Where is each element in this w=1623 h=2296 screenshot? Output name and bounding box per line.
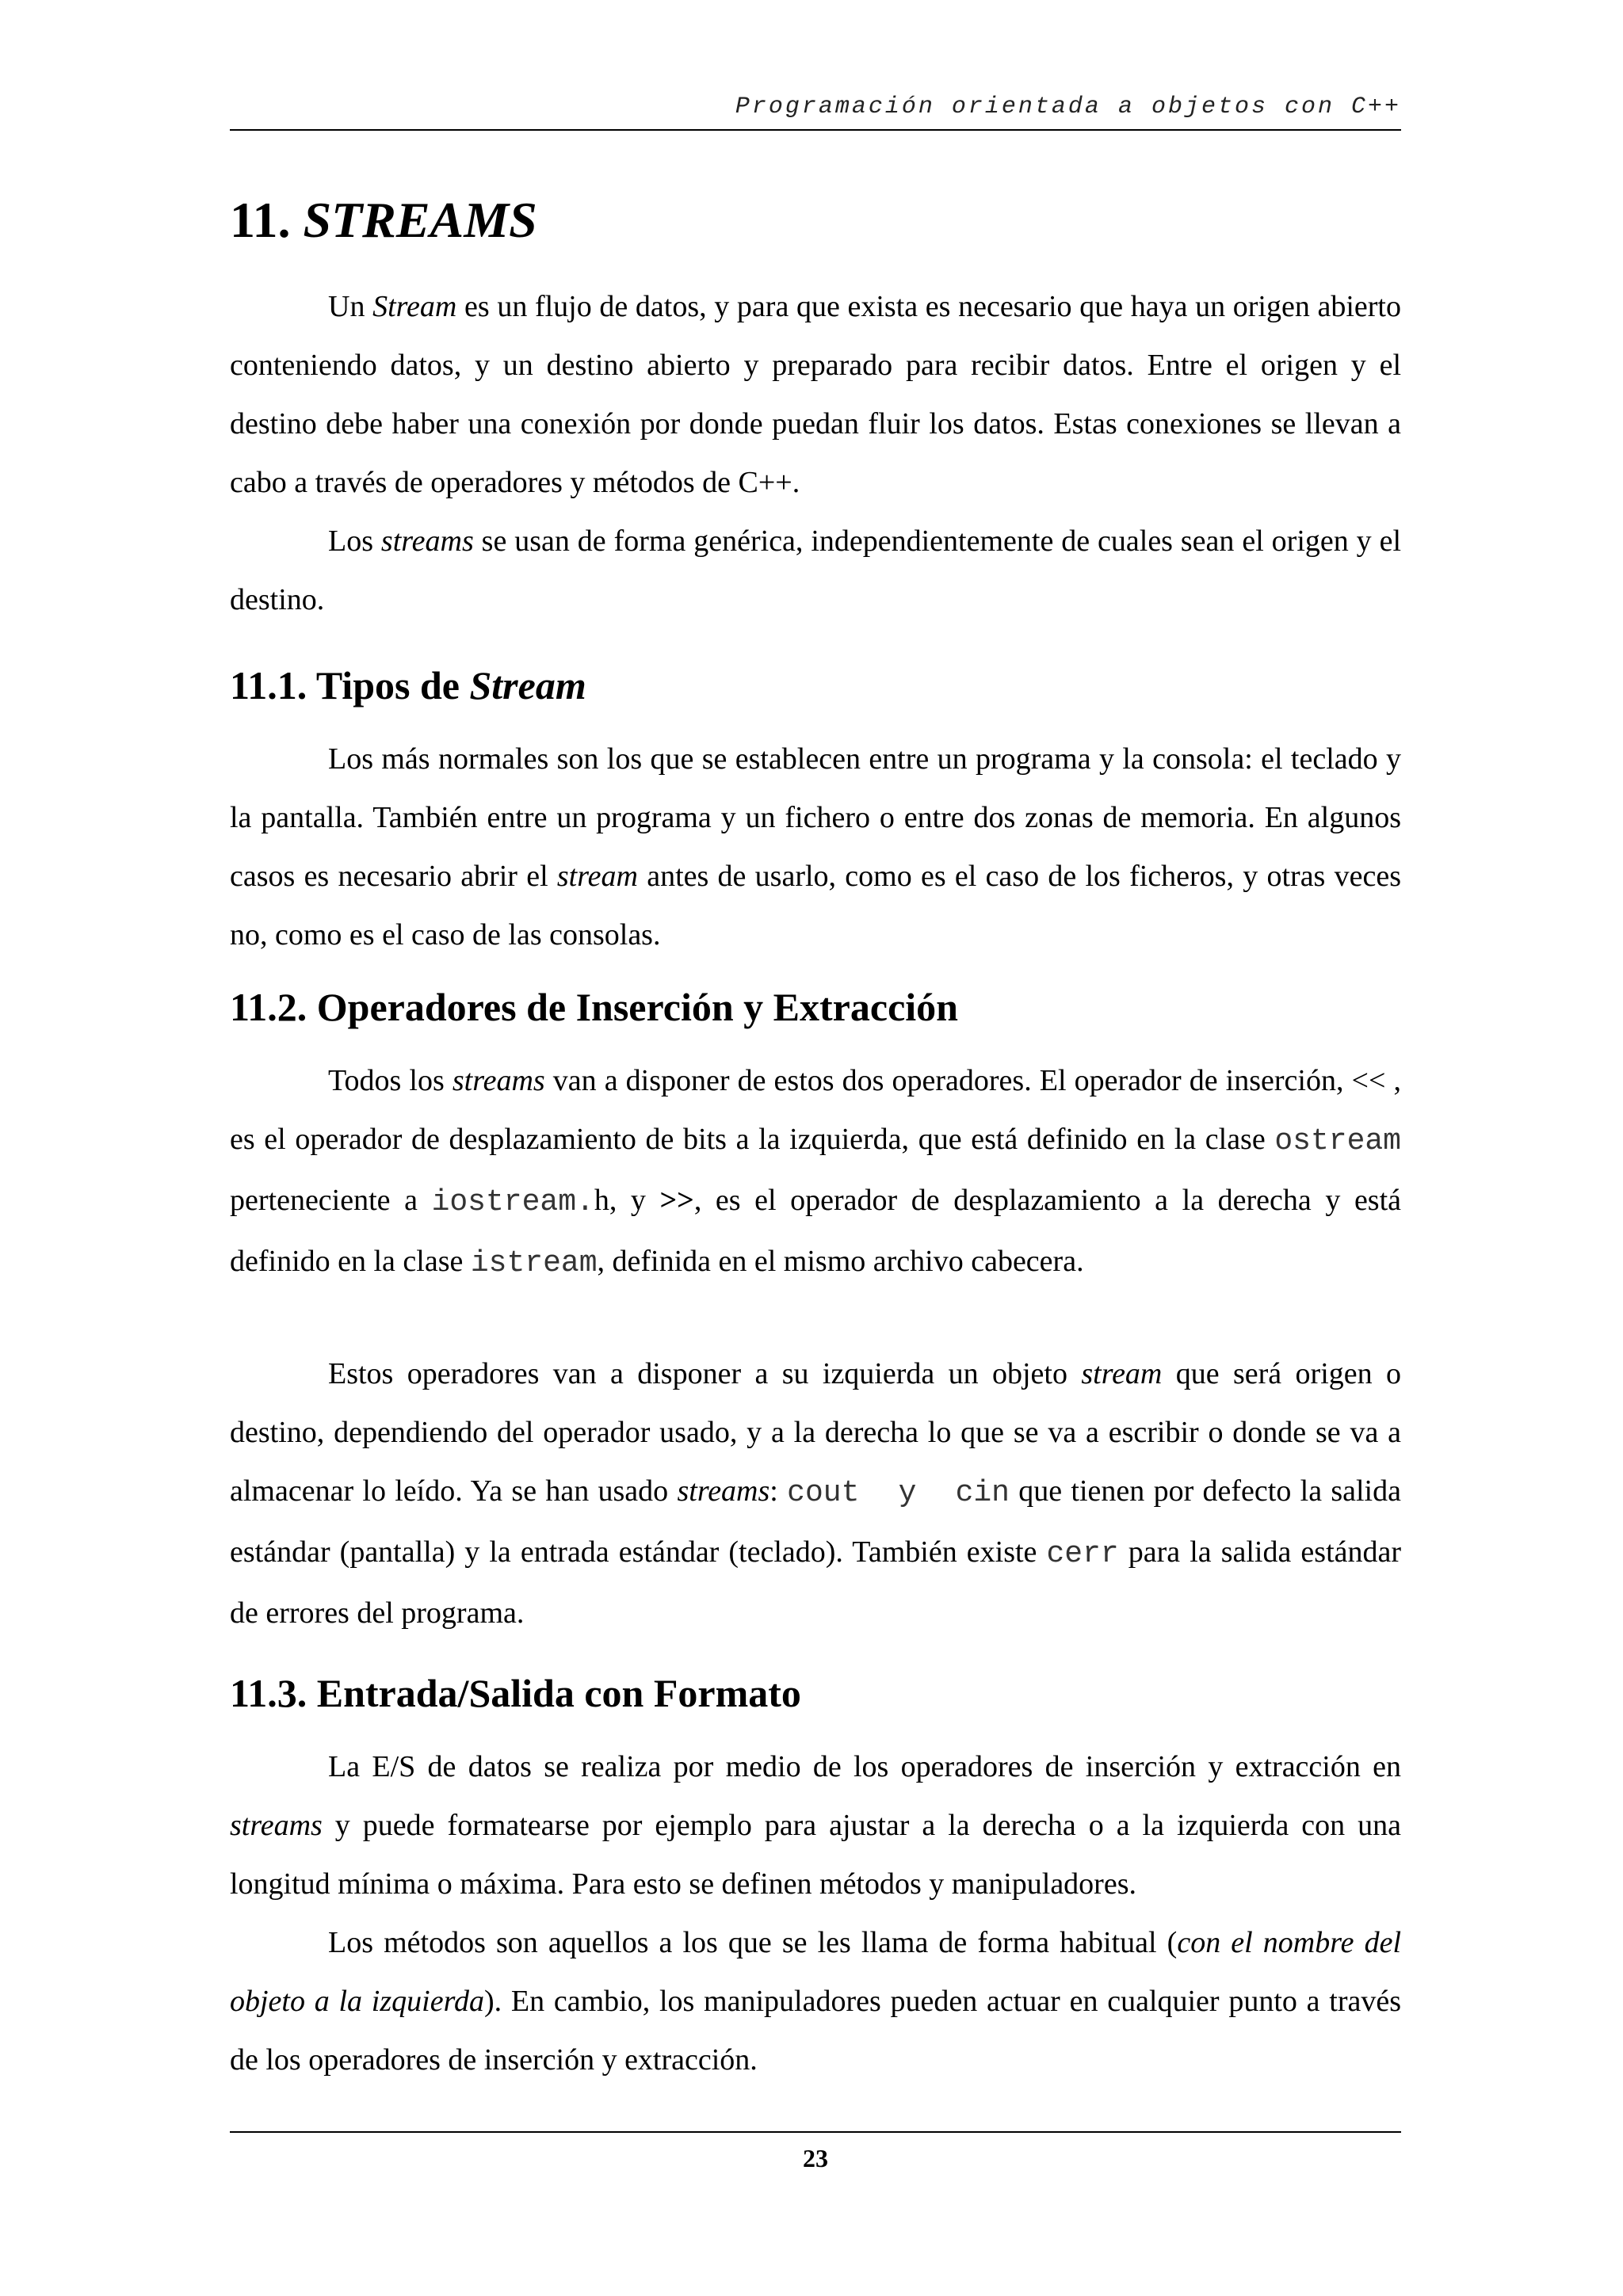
code-term: ostream (1274, 1124, 1401, 1158)
section-2-paragraph-2 (230, 1344, 1401, 1642)
text-run: que tienen por defecto la salida estándar (pantalla) y la entrada estándar (teclado). También existe (230, 1474, 1401, 1569)
text-run: se usan de forma genérica, independientemente de cuales sean el origen y el destino. (230, 524, 1402, 616)
code-term: iostream. (431, 1185, 594, 1219)
text-run: que será origen o destino, dependiendo del operador usado, y a la derecha lo que se va a escribir o donde se va a almacenar lo leído. Ya se han usado (230, 1357, 1401, 1508)
section-title-11-1 (230, 663, 586, 707)
code-term: cout y cin (787, 1476, 1010, 1510)
italic-term: stream (556, 860, 638, 893)
document-page (230, 0, 1401, 2296)
text-run: antes de usarlo, como es el caso de los ficheros, y otras veces no, como es el caso de las consolas. (230, 860, 1401, 952)
text-run: Los métodos son aquellos a los que se les llama de forma habitual ( (328, 1926, 1178, 1959)
italic-term: streams (230, 1809, 323, 1842)
text-run: y puede formatearse por ejemplo para ajustar a la derecha o a la izquierda con una longitud mínima o máxima. Para esto se definen métodos y manipuladores. (230, 1809, 1401, 1901)
section-number: 11.1. (230, 663, 307, 707)
text-run: perteneciente a (230, 1184, 432, 1217)
section-number: 11.3. (230, 1671, 307, 1715)
section-title-text: Entrada/Salida con Formato (316, 1671, 801, 1715)
bold-operator: >> (659, 1184, 694, 1217)
chapter-title-text: STREAMS (303, 192, 537, 248)
section-title-text: Operadores de Inserción y Extracción (316, 985, 958, 1029)
italic-term: stream (1081, 1357, 1163, 1390)
italic-term: streams (380, 524, 474, 558)
text-run: es un flujo de datos, y para que exista es necesario que haya un origen abierto conteniendo datos, y un destino abierto y preparado para recibir datos. Entre el origen y el destino debe haber una conexión por donde puedan fluir los datos. Estas conexiones se llevan a cabo a través de operadores y métodos de C++. (230, 290, 1401, 499)
section-3-paragraph-1 (230, 1737, 1401, 1913)
italic-term: streams (677, 1474, 770, 1508)
italic-term: Stream (372, 290, 457, 323)
italic-term: con el nombre del objeto a la izquierda (230, 1926, 1402, 2018)
chapter-number: 11. (230, 192, 291, 248)
running-header: Programación orientada a objetos con C++ (735, 93, 1401, 120)
section-title-11-2 (230, 987, 958, 1027)
text-run: para la salida estándar de errores del programa. (230, 1535, 1402, 1630)
section-3-paragraph-2 (230, 1913, 1401, 2089)
section-2-paragraph-1 (230, 1051, 1401, 1293)
text-run: La E/S de datos se realiza por medio de los operadores de inserción y extracción en (328, 1750, 1401, 1783)
code-term: istream (470, 1246, 598, 1280)
footer-rule (230, 2131, 1401, 2133)
text-run: , definida en el mismo archivo cabecera. (597, 1245, 1084, 1278)
text-run: : (769, 1474, 788, 1508)
text-run: ). En cambio, los manipuladores pueden actuar en cualquier punto a través de los operadores de inserción y extracción. (230, 1985, 1401, 2077)
text-run: Los más normales son los que se establecen entre un programa y la consola: el teclado y la pantalla. También entre un programa y un fichero o entre dos zonas de memoria. En algunos casos es necesario abrir el (230, 742, 1401, 893)
text-run: h, y (594, 1184, 660, 1217)
section-title-text: Tipos de (315, 663, 470, 707)
text-run: Todos los (328, 1064, 453, 1097)
text-run: Estos operadores van a disponer a su izquierda un objeto (328, 1357, 1082, 1390)
italic-term: streams (452, 1064, 545, 1097)
code-term: cerr (1046, 1537, 1119, 1571)
section-title-11-3 (230, 1673, 801, 1713)
intro-paragraph-1 (230, 277, 1401, 512)
section-title-italic: Stream (469, 663, 586, 707)
section-number: 11.2. (230, 985, 307, 1029)
chapter-title (230, 192, 537, 248)
page-number: 23 (803, 2144, 828, 2172)
text-run: van a disponer de estos dos operadores. El operador de inserción, << , es el operador de desplazamiento de bits a la izquierda, que está definido en la clase (230, 1064, 1401, 1156)
text-run: , es el operador de desplazamiento a la derecha y está definido en la clase (230, 1184, 1402, 1278)
text-run: Los (328, 524, 381, 558)
header-rule (230, 129, 1401, 131)
intro-paragraph-2 (230, 512, 1401, 629)
text-run: Un (328, 290, 373, 323)
section-1-paragraph-1 (230, 730, 1401, 964)
